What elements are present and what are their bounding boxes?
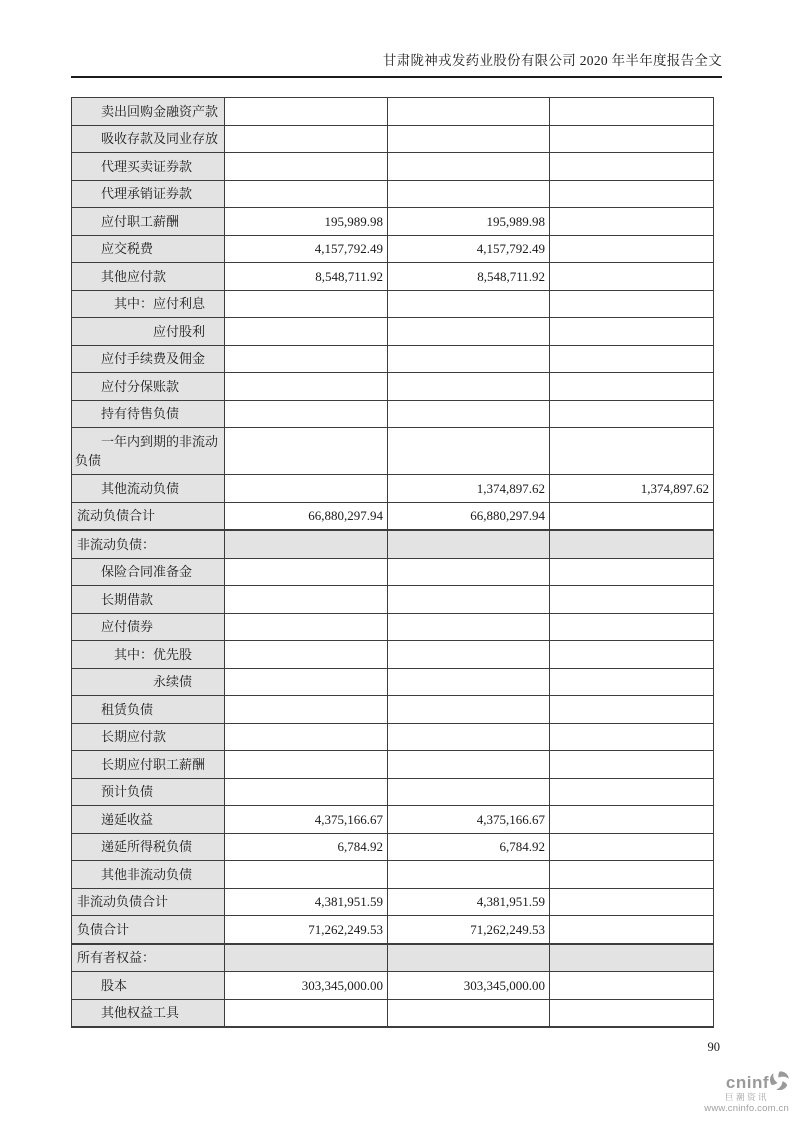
row-value [388, 345, 550, 373]
row-value [225, 290, 388, 318]
table-row [72, 999, 714, 1027]
table-row [72, 723, 714, 751]
balance-sheet-body [72, 98, 714, 1028]
row-label: 其中：优先股 [72, 641, 225, 669]
row-label: 其他非流动负债 [72, 861, 225, 889]
header-title: 甘肃陇神戎发药业股份有限公司 2020 年半年度报告全文 [382, 53, 722, 68]
row-value [388, 290, 550, 318]
row-label: 持有待售负债 [72, 400, 225, 428]
row-value [550, 235, 714, 263]
row-value [225, 530, 388, 558]
row-value [388, 613, 550, 641]
row-label: 长期应付款 [72, 723, 225, 751]
table-row [72, 668, 714, 696]
table-row [72, 944, 714, 972]
cninfo-brand: cninf [725, 1072, 769, 1092]
row-value [388, 153, 550, 181]
row-value [388, 641, 550, 669]
row-value [550, 318, 714, 346]
row-value [550, 972, 714, 1000]
row-label: 吸收存款及同业存放 [72, 125, 225, 153]
table-row [72, 861, 714, 889]
row-label: 负债合计 [72, 916, 225, 944]
row-value [550, 373, 714, 401]
row-label: 保险合同准备金 [72, 558, 225, 586]
row-value [550, 263, 714, 291]
row-value [388, 861, 550, 889]
row-value [225, 180, 388, 208]
row-value: 4,375,166.67 [388, 806, 550, 834]
table-row [72, 235, 714, 263]
table-row [72, 833, 714, 861]
row-value: 1,374,897.62 [550, 475, 714, 503]
table-row [72, 613, 714, 641]
row-value [225, 318, 388, 346]
row-value [550, 723, 714, 751]
row-value: 303,345,000.00 [225, 972, 388, 1000]
row-label: 递延收益 [72, 806, 225, 834]
page-number: 90 [707, 1040, 720, 1054]
row-value [225, 373, 388, 401]
row-value [550, 888, 714, 916]
row-label: 其他权益工具 [72, 999, 225, 1027]
row-value [225, 98, 388, 126]
table-row [72, 400, 714, 428]
row-label: 流动负债合计 [72, 502, 225, 530]
table-row [72, 558, 714, 586]
row-value [550, 861, 714, 889]
row-value [388, 180, 550, 208]
row-value [225, 428, 388, 475]
table-row [72, 290, 714, 318]
row-label: 长期借款 [72, 586, 225, 614]
row-value [225, 613, 388, 641]
table-row [72, 153, 714, 181]
row-value [550, 400, 714, 428]
row-value [225, 861, 388, 889]
row-value [550, 778, 714, 806]
table-row [72, 98, 714, 126]
table-row [72, 972, 714, 1000]
row-value [550, 153, 714, 181]
row-value [550, 806, 714, 834]
cninfo-url: www.cninfo.com.cn [704, 1103, 789, 1114]
row-value [388, 125, 550, 153]
table-row [72, 428, 714, 475]
balance-sheet-table [71, 97, 714, 1028]
row-value: 4,157,792.49 [388, 235, 550, 263]
row-label: 应付债券 [72, 613, 225, 641]
table-row [72, 208, 714, 236]
row-value [550, 530, 714, 558]
row-value [388, 751, 550, 779]
table-row [72, 586, 714, 614]
row-value [550, 586, 714, 614]
table-row [72, 888, 714, 916]
row-value: 6,784.92 [388, 833, 550, 861]
table-row [72, 778, 714, 806]
row-value [388, 98, 550, 126]
table-row [72, 916, 714, 944]
row-value [225, 999, 388, 1027]
row-value: 195,989.98 [388, 208, 550, 236]
row-value [225, 778, 388, 806]
row-label: 非流动负债： [72, 530, 225, 558]
row-label: 应付分保账款 [72, 373, 225, 401]
row-value [550, 696, 714, 724]
table-row [72, 180, 714, 208]
row-label: 应付手续费及佣金 [72, 345, 225, 373]
row-value [550, 668, 714, 696]
table-row [72, 345, 714, 373]
row-value: 66,880,297.94 [225, 502, 388, 530]
row-value [550, 558, 714, 586]
table-row [72, 475, 714, 503]
row-value: 4,381,951.59 [225, 888, 388, 916]
row-value [550, 916, 714, 944]
table-row [72, 641, 714, 669]
cninfo-logo [704, 1071, 789, 1114]
row-label: 其中：应付利息 [72, 290, 225, 318]
row-value [225, 641, 388, 669]
row-label: 长期应付职工薪酬 [72, 751, 225, 779]
row-label: 代理承销证券款 [72, 180, 225, 208]
row-label: 预计负债 [72, 778, 225, 806]
row-value: 4,157,792.49 [225, 235, 388, 263]
row-value [550, 613, 714, 641]
row-label: 应付股利 [72, 318, 225, 346]
row-value [550, 641, 714, 669]
row-value [388, 723, 550, 751]
row-value [388, 668, 550, 696]
row-value [550, 999, 714, 1027]
row-value [550, 751, 714, 779]
row-value: 8,548,711.92 [225, 263, 388, 291]
row-value [225, 723, 388, 751]
row-label: 卖出回购金融资产款 [72, 98, 225, 126]
row-value [225, 153, 388, 181]
row-value: 66,880,297.94 [388, 502, 550, 530]
row-value [388, 428, 550, 475]
row-value [550, 345, 714, 373]
row-label: 非流动负债合计 [72, 888, 225, 916]
row-value [225, 944, 388, 972]
row-value [225, 475, 388, 503]
row-value [550, 290, 714, 318]
row-value [388, 586, 550, 614]
row-value: 71,262,249.53 [225, 916, 388, 944]
row-value [550, 208, 714, 236]
row-value [550, 98, 714, 126]
row-value [225, 125, 388, 153]
row-label: 递延所得税负债 [72, 833, 225, 861]
page-header [71, 52, 722, 78]
row-value [550, 944, 714, 972]
row-value: 303,345,000.00 [388, 972, 550, 1000]
row-value [388, 999, 550, 1027]
row-value [550, 180, 714, 208]
row-value: 4,381,951.59 [388, 888, 550, 916]
table-row [72, 530, 714, 558]
row-value [388, 778, 550, 806]
row-label: 代理买卖证券款 [72, 153, 225, 181]
row-value [388, 944, 550, 972]
row-value: 6,784.92 [225, 833, 388, 861]
row-value [388, 558, 550, 586]
row-value [225, 558, 388, 586]
cninfo-swirl-icon [770, 1071, 789, 1093]
row-value [225, 751, 388, 779]
table-row [72, 502, 714, 530]
table-row [72, 318, 714, 346]
row-value [388, 318, 550, 346]
row-value: 1,374,897.62 [388, 475, 550, 503]
row-value [550, 428, 714, 475]
row-label: 租赁负债 [72, 696, 225, 724]
row-value [550, 833, 714, 861]
row-label: 一年内到期的非流动负债 [72, 428, 225, 475]
table-row [72, 806, 714, 834]
cninfo-logo-top [704, 1071, 789, 1093]
table-row [72, 696, 714, 724]
row-value [225, 345, 388, 373]
row-value [550, 125, 714, 153]
row-value [388, 530, 550, 558]
row-value [225, 400, 388, 428]
row-label: 股本 [72, 972, 225, 1000]
row-label: 其他应付款 [72, 263, 225, 291]
row-value: 4,375,166.67 [225, 806, 388, 834]
row-value [225, 586, 388, 614]
row-label: 应付职工薪酬 [72, 208, 225, 236]
cninfo-subtitle: 巨潮资讯 [724, 1092, 769, 1102]
row-value: 8,548,711.92 [388, 263, 550, 291]
table-row [72, 263, 714, 291]
row-label: 永续债 [72, 668, 225, 696]
row-value [388, 373, 550, 401]
row-value [388, 696, 550, 724]
row-value [225, 696, 388, 724]
row-value: 195,989.98 [225, 208, 388, 236]
row-value [550, 502, 714, 530]
row-label: 其他流动负债 [72, 475, 225, 503]
row-value: 71,262,249.53 [388, 916, 550, 944]
row-label: 所有者权益： [72, 944, 225, 972]
row-value [388, 400, 550, 428]
row-value [225, 668, 388, 696]
table-row [72, 751, 714, 779]
table-row [72, 373, 714, 401]
row-label: 应交税费 [72, 235, 225, 263]
table-row [72, 125, 714, 153]
